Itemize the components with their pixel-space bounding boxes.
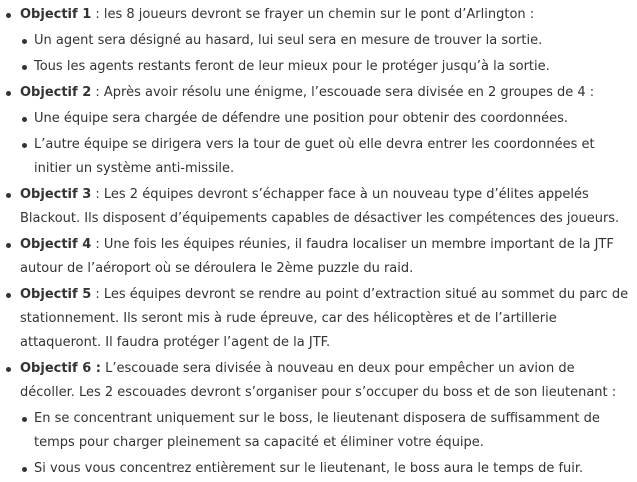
sub-list-item: L’autre équipe se dirigera vers la tour de guet où elle devra entrer les coordonnées et initier un système anti-missile. xyxy=(20,133,631,181)
objective-label: Objectif 4 xyxy=(20,237,92,252)
objective-sub-list xyxy=(20,407,631,481)
objective-text: L’escouade sera divisée à nouveau en deux pour empêcher un avion de décoller. Les 2 escouades devront s’organiser pour s’occuper du boss et de son lieutenant : xyxy=(20,361,617,400)
sub-list-item: Si vous vous concentrez entièrement sur le lieutenant, le boss aura le temps de fuir. xyxy=(20,457,631,481)
objective-text: : les 8 joueurs devront se frayer un chemin sur le pont d’Arlington : xyxy=(91,7,535,22)
sub-list-item: Un agent sera désigné au hasard, lui seul sera en mesure de trouver la sortie. xyxy=(20,29,631,53)
objective-text: : Une fois les équipes réunies, il faudra localiser un membre important de la JTF autour de l’aéroport où se déroulera le 2ème puzzle du raid. xyxy=(20,237,614,276)
objective-item-6 xyxy=(0,357,637,481)
objective-item-5 xyxy=(0,283,637,355)
sub-list-item: En se concentrant uniquement sur le boss, le lieutenant disposera de suffisamment de temps pour charger pleinement sa capacité et éliminer votre équipe. xyxy=(20,407,631,455)
sub-list-item: Tous les agents restants feront de leur mieux pour le protéger jusqu’à la sortie. xyxy=(20,55,631,79)
objective-text: : Les 2 équipes devront s’échapper face à un nouveau type d’élites appelés Blackout. Ils disposent d’équipements capables de désactiver les compétences des joueurs. xyxy=(20,187,620,226)
objectives-list xyxy=(0,3,637,481)
objective-item-1 xyxy=(0,3,637,79)
objective-sub-list xyxy=(20,29,631,79)
objective-label: Objectif 6 : xyxy=(20,361,101,376)
objective-sub-list xyxy=(20,107,631,181)
objective-label: Objectif 3 xyxy=(20,187,92,202)
objective-text: : Les équipes devront se rendre au point d’extraction situé au sommet du parc de stationnement. Ils seront mis à rude épreuve, car des hélicoptères et de l’artillerie attaqueront. Il faudra protéger l’agent de la JTF. xyxy=(20,287,629,350)
objective-label: Objectif 1 xyxy=(20,7,92,22)
objective-label: Objectif 5 xyxy=(20,287,92,302)
objective-item-4 xyxy=(0,233,637,281)
objective-text: : Après avoir résolu une énigme, l’escouade sera divisée en 2 groupes de 4 : xyxy=(91,85,595,100)
objective-item-3 xyxy=(0,183,637,231)
objective-item-2 xyxy=(0,81,637,181)
objective-label: Objectif 2 xyxy=(20,85,92,100)
sub-list-item: Une équipe sera chargée de défendre une position pour obtenir des coordonnées. xyxy=(20,107,631,131)
